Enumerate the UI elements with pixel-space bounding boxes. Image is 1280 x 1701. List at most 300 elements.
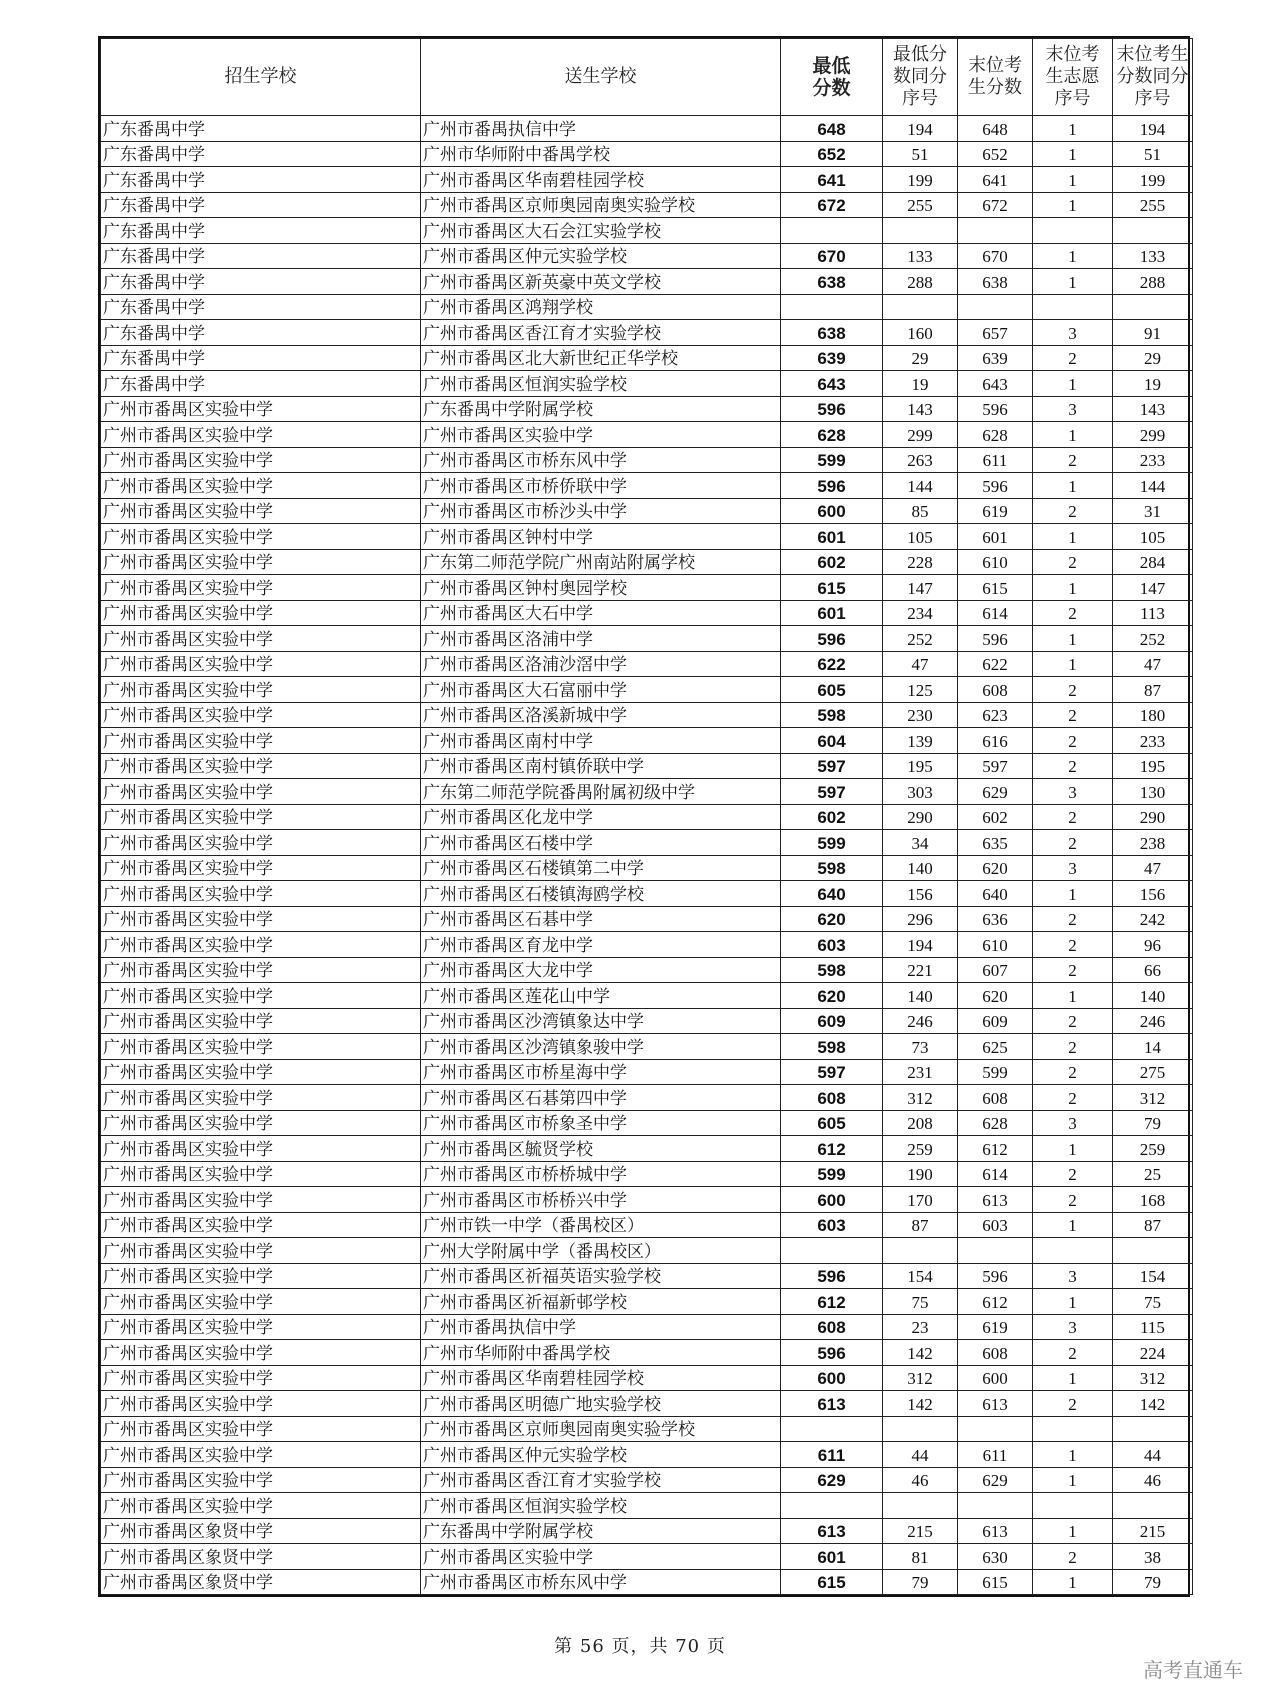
min-score-cell: 605 <box>781 1110 883 1136</box>
min-score-cell: 599 <box>781 447 883 473</box>
recruiting-school-cell: 广州市番禺区实验中学 <box>101 600 421 626</box>
table-row <box>101 498 1193 524</box>
min-score-rank-cell: 263 <box>883 447 958 473</box>
recruiting-school-cell: 广东番禺中学 <box>101 243 421 269</box>
last-score-cell: 614 <box>958 600 1033 626</box>
last-choice-no-cell: 3 <box>1033 1110 1113 1136</box>
min-score-rank-cell: 312 <box>883 1365 958 1391</box>
min-score-cell: 599 <box>781 1161 883 1187</box>
last-score-cell: 648 <box>958 116 1033 142</box>
sending-school-cell: 广州市番禺区化龙中学 <box>421 804 781 830</box>
min-score-cell <box>781 1416 883 1442</box>
sending-school-cell: 广东第二师范学院广州南站附属学校 <box>421 549 781 575</box>
min-score-rank-cell: 105 <box>883 524 958 550</box>
recruiting-school-cell: 广东番禺中学 <box>101 371 421 397</box>
table-row <box>101 1008 1193 1034</box>
table-row <box>101 677 1193 703</box>
min-score-cell: 640 <box>781 881 883 907</box>
recruiting-school-cell: 广州市番禺区实验中学 <box>101 1391 421 1417</box>
min-score-rank-cell: 142 <box>883 1391 958 1417</box>
table-row <box>101 396 1193 422</box>
last-score-rank-cell: 66 <box>1113 957 1193 983</box>
last-choice-no-cell: 2 <box>1033 957 1113 983</box>
min-score-cell: 596 <box>781 1340 883 1366</box>
min-score-cell: 598 <box>781 702 883 728</box>
admission-score-table-container <box>98 36 1190 1597</box>
sending-school-cell: 广州市番禺区京师奥园南奥实验学校 <box>421 1416 781 1442</box>
sending-school-cell: 广州市番禺区市桥桥兴中学 <box>421 1187 781 1213</box>
last-choice-no-cell: 2 <box>1033 728 1113 754</box>
last-choice-no-cell: 1 <box>1033 473 1113 499</box>
recruiting-school-cell: 广州市番禺区实验中学 <box>101 549 421 575</box>
min-score-rank-cell: 133 <box>883 243 958 269</box>
last-score-rank-cell: 233 <box>1113 447 1193 473</box>
min-score-rank-cell: 139 <box>883 728 958 754</box>
sending-school-cell: 广州市番禺区石碁第四中学 <box>421 1085 781 1111</box>
table-row <box>101 1340 1193 1366</box>
last-score-cell: 629 <box>958 779 1033 805</box>
last-score-cell: 652 <box>958 141 1033 167</box>
last-score-cell: 620 <box>958 983 1033 1009</box>
last-choice-no-cell: 2 <box>1033 1085 1113 1111</box>
last-choice-no-cell: 1 <box>1033 141 1113 167</box>
min-score-rank-cell: 230 <box>883 702 958 728</box>
last-score-rank-cell <box>1113 1493 1193 1519</box>
last-score-rank-cell <box>1113 1416 1193 1442</box>
min-score-cell: 600 <box>781 498 883 524</box>
last-choice-no-cell: 2 <box>1033 1034 1113 1060</box>
last-score-cell: 640 <box>958 881 1033 907</box>
min-score-cell: 598 <box>781 1034 883 1060</box>
last-score-rank-cell: 195 <box>1113 753 1193 779</box>
last-score-rank-cell: 14 <box>1113 1034 1193 1060</box>
recruiting-school-cell: 广东番禺中学 <box>101 116 421 142</box>
sending-school-cell: 广州市番禺区仲元实验学校 <box>421 1442 781 1468</box>
last-choice-no-cell: 1 <box>1033 1518 1113 1544</box>
table-row <box>101 728 1193 754</box>
sending-school-cell: 广州市番禺区市桥沙头中学 <box>421 498 781 524</box>
header-line: 末位考生 <box>1116 44 1189 65</box>
min-score-cell: 643 <box>781 371 883 397</box>
min-score-rank-cell <box>883 1238 958 1264</box>
last-score-cell: 613 <box>958 1187 1033 1213</box>
recruiting-school-cell: 广州市番禺区实验中学 <box>101 830 421 856</box>
recruiting-school-cell: 广州市番禺区实验中学 <box>101 881 421 907</box>
last-score-rank-cell: 142 <box>1113 1391 1193 1417</box>
last-score-rank-cell: 79 <box>1113 1110 1193 1136</box>
sending-school-cell: 广州市番禺区华南碧桂园学校 <box>421 167 781 193</box>
min-score-cell <box>781 294 883 320</box>
min-score-cell: 638 <box>781 269 883 295</box>
min-score-rank-cell: 154 <box>883 1263 958 1289</box>
recruiting-school-cell: 广州市番禺区实验中学 <box>101 447 421 473</box>
header-line: 序号 <box>1054 88 1091 109</box>
sending-school-cell: 广州市番禺区沙湾镇象骏中学 <box>421 1034 781 1060</box>
header-line: 最低分 <box>893 44 947 65</box>
min-score-cell: 620 <box>781 983 883 1009</box>
recruiting-school-cell: 广州市番禺区实验中学 <box>101 1467 421 1493</box>
min-score-rank-cell: 190 <box>883 1161 958 1187</box>
last-score-cell: 611 <box>958 1442 1033 1468</box>
recruiting-school-cell: 广州市番禺区实验中学 <box>101 575 421 601</box>
table-row <box>101 779 1193 805</box>
recruiting-school-cell: 广州市番禺区实验中学 <box>101 779 421 805</box>
last-choice-no-cell: 2 <box>1033 447 1113 473</box>
min-score-rank-cell: 19 <box>883 371 958 397</box>
recruiting-school-cell: 广州市番禺区象贤中学 <box>101 1544 421 1570</box>
table-row <box>101 1518 1193 1544</box>
table-row <box>101 855 1193 881</box>
recruiting-school-cell: 广州市番禺区实验中学 <box>101 1059 421 1085</box>
last-score-rank-cell: 299 <box>1113 422 1193 448</box>
min-score-rank-cell: 143 <box>883 396 958 422</box>
last-score-rank-cell: 44 <box>1113 1442 1193 1468</box>
table-row <box>101 881 1193 907</box>
min-score-cell: 601 <box>781 524 883 550</box>
header-line: 送生学校 <box>564 66 637 87</box>
recruiting-school-cell: 广州市番禺区实验中学 <box>101 1416 421 1442</box>
last-score-rank-cell: 224 <box>1113 1340 1193 1366</box>
recruiting-school-cell: 广州市番禺区实验中学 <box>101 1238 421 1264</box>
last-choice-no-cell: 2 <box>1033 549 1113 575</box>
last-score-rank-cell: 133 <box>1113 243 1193 269</box>
sending-school-cell: 广州市番禺区大石富丽中学 <box>421 677 781 703</box>
last-score-rank-cell: 275 <box>1113 1059 1193 1085</box>
last-choice-no-cell: 1 <box>1033 1442 1113 1468</box>
sending-school-cell: 广州市番禺区钟村奥园学校 <box>421 575 781 601</box>
sending-school-cell: 广州市番禺区新英豪中英文学校 <box>421 269 781 295</box>
sending-school-cell: 广州市番禺区洛浦中学 <box>421 626 781 652</box>
table-row <box>101 243 1193 269</box>
recruiting-school-cell: 广州市番禺区实验中学 <box>101 1289 421 1315</box>
last-choice-no-cell: 1 <box>1033 1212 1113 1238</box>
min-score-cell: 615 <box>781 1569 883 1595</box>
last-choice-no-cell: 3 <box>1033 320 1113 346</box>
header-line: 末位考 <box>1045 44 1100 65</box>
recruiting-school-cell: 广州市番禺区实验中学 <box>101 804 421 830</box>
header-line: 生志愿 <box>1045 66 1100 87</box>
sending-school-cell: 广州市番禺区恒润实验学校 <box>421 1493 781 1519</box>
last-choice-no-cell: 1 <box>1033 167 1113 193</box>
header-line: 分数同分 <box>1116 66 1189 87</box>
last-score-rank-cell: 147 <box>1113 575 1193 601</box>
last-score-cell: 623 <box>958 702 1033 728</box>
last-score-cell: 607 <box>958 957 1033 983</box>
last-score-rank-cell: 255 <box>1113 192 1193 218</box>
table-row <box>101 753 1193 779</box>
min-score-rank-cell: 288 <box>883 269 958 295</box>
last-score-cell: 612 <box>958 1289 1033 1315</box>
last-score-cell: 622 <box>958 651 1033 677</box>
last-score-rank-cell: 194 <box>1113 116 1193 142</box>
table-row <box>101 600 1193 626</box>
min-score-cell: 598 <box>781 855 883 881</box>
last-score-rank-cell <box>1113 1238 1193 1264</box>
table-row <box>101 1544 1193 1570</box>
recruiting-school-cell: 广东番禺中学 <box>101 167 421 193</box>
last-score-cell: 596 <box>958 473 1033 499</box>
min-score-rank-cell: 299 <box>883 422 958 448</box>
last-score-rank-cell: 115 <box>1113 1314 1193 1340</box>
table-row <box>101 957 1193 983</box>
last-choice-no-cell: 1 <box>1033 192 1113 218</box>
last-choice-no-cell: 1 <box>1033 243 1113 269</box>
last-choice-no-cell: 1 <box>1033 269 1113 295</box>
page-number: 第 56 页，共 70 页 <box>554 1636 726 1657</box>
recruiting-school-cell: 广州市番禺区实验中学 <box>101 1161 421 1187</box>
last-choice-no-cell: 2 <box>1033 498 1113 524</box>
min-score-cell: 603 <box>781 1212 883 1238</box>
min-score-cell: 604 <box>781 728 883 754</box>
last-choice-no-cell: 2 <box>1033 1008 1113 1034</box>
min-score-rank-cell <box>883 218 958 244</box>
last-score-rank-cell: 140 <box>1113 983 1193 1009</box>
min-score-cell: 596 <box>781 1263 883 1289</box>
table-row <box>101 371 1193 397</box>
table-row <box>101 422 1193 448</box>
min-score-rank-cell: 140 <box>883 983 958 1009</box>
last-choice-no-cell: 1 <box>1033 422 1113 448</box>
min-score-cell: 601 <box>781 1544 883 1570</box>
sending-school-cell: 广东番禺中学附属学校 <box>421 396 781 422</box>
recruiting-school-cell: 广州市番禺区实验中学 <box>101 1493 421 1519</box>
last-score-cell: 600 <box>958 1365 1033 1391</box>
sending-school-cell: 广州市番禺区香江育才实验学校 <box>421 1467 781 1493</box>
last-choice-no-cell: 2 <box>1033 804 1113 830</box>
last-score-cell: 672 <box>958 192 1033 218</box>
table-row <box>101 1391 1193 1417</box>
min-score-cell: 599 <box>781 830 883 856</box>
last-score-cell <box>958 1238 1033 1264</box>
recruiting-school-cell: 广州市番禺区实验中学 <box>101 1263 421 1289</box>
table-row <box>101 116 1193 142</box>
min-score-rank-cell: 194 <box>883 116 958 142</box>
sending-school-cell: 广东番禺中学附属学校 <box>421 1518 781 1544</box>
table-row <box>101 702 1193 728</box>
last-score-cell: 614 <box>958 1161 1033 1187</box>
sending-school-cell: 广州市番禺区大龙中学 <box>421 957 781 983</box>
recruiting-school-cell: 广州市番禺区实验中学 <box>101 524 421 550</box>
last-choice-no-cell: 2 <box>1033 1391 1113 1417</box>
last-score-rank-cell: 75 <box>1113 1289 1193 1315</box>
recruiting-school-cell: 广州市番禺区实验中学 <box>101 473 421 499</box>
last-choice-no-cell <box>1033 1493 1113 1519</box>
min-score-rank-cell: 156 <box>883 881 958 907</box>
min-score-rank-cell: 142 <box>883 1340 958 1366</box>
min-score-cell: 600 <box>781 1365 883 1391</box>
sending-school-cell: 广州市番禺区市桥象圣中学 <box>421 1110 781 1136</box>
last-score-cell: 619 <box>958 1314 1033 1340</box>
table-row <box>101 345 1193 371</box>
recruiting-school-cell: 广东番禺中学 <box>101 218 421 244</box>
min-score-rank-cell: 75 <box>883 1289 958 1315</box>
min-score-cell: 601 <box>781 600 883 626</box>
table-body <box>101 116 1193 1595</box>
recruiting-school-cell: 广东番禺中学 <box>101 345 421 371</box>
recruiting-school-cell: 广州市番禺区象贤中学 <box>101 1518 421 1544</box>
min-score-cell: 648 <box>781 116 883 142</box>
min-score-cell: 609 <box>781 1008 883 1034</box>
min-score-cell: 608 <box>781 1085 883 1111</box>
last-score-cell: 597 <box>958 753 1033 779</box>
last-choice-no-cell: 1 <box>1033 575 1113 601</box>
min-score-cell: 615 <box>781 575 883 601</box>
last-score-rank-cell: 96 <box>1113 932 1193 958</box>
sending-school-cell: 广州市番禺区华南碧桂园学校 <box>421 1365 781 1391</box>
header-last-score <box>958 39 1033 116</box>
sending-school-cell: 广州市番禺执信中学 <box>421 1314 781 1340</box>
header-min-score-rank <box>883 39 958 116</box>
last-score-rank-cell: 91 <box>1113 320 1193 346</box>
sending-school-cell: 广州市番禺区市桥东风中学 <box>421 447 781 473</box>
recruiting-school-cell: 广州市番禺区实验中学 <box>101 1365 421 1391</box>
recruiting-school-cell: 广州市番禺区实验中学 <box>101 1085 421 1111</box>
header-last-choice-no <box>1033 39 1113 116</box>
sending-school-cell: 广州市番禺区市桥侨联中学 <box>421 473 781 499</box>
last-choice-no-cell: 2 <box>1033 932 1113 958</box>
last-score-cell: 602 <box>958 804 1033 830</box>
sending-school-cell: 广州市番禺区钟村中学 <box>421 524 781 550</box>
admission-score-table <box>100 38 1193 1595</box>
last-score-cell: 601 <box>958 524 1033 550</box>
min-score-cell: 629 <box>781 1467 883 1493</box>
last-score-rank-cell: 144 <box>1113 473 1193 499</box>
table-row <box>101 549 1193 575</box>
last-score-rank-cell: 46 <box>1113 1467 1193 1493</box>
sending-school-cell: 广州市番禺区毓贤学校 <box>421 1136 781 1162</box>
table-row <box>101 320 1193 346</box>
last-choice-no-cell: 2 <box>1033 1059 1113 1085</box>
min-score-cell: 597 <box>781 753 883 779</box>
min-score-rank-cell: 195 <box>883 753 958 779</box>
min-score-cell: 600 <box>781 1187 883 1213</box>
recruiting-school-cell: 广州市番禺区实验中学 <box>101 753 421 779</box>
header-line: 数同分 <box>893 66 947 87</box>
last-score-cell: 613 <box>958 1391 1033 1417</box>
table-row <box>101 473 1193 499</box>
last-score-cell: 643 <box>958 371 1033 397</box>
sending-school-cell: 广州市番禺区石碁中学 <box>421 906 781 932</box>
recruiting-school-cell: 广州市番禺区实验中学 <box>101 932 421 958</box>
recruiting-school-cell: 广州市番禺区象贤中学 <box>101 1569 421 1595</box>
last-score-rank-cell: 79 <box>1113 1569 1193 1595</box>
last-score-rank-cell: 51 <box>1113 141 1193 167</box>
last-score-rank-cell: 105 <box>1113 524 1193 550</box>
last-choice-no-cell: 2 <box>1033 906 1113 932</box>
min-score-rank-cell: 51 <box>883 141 958 167</box>
min-score-cell: 608 <box>781 1314 883 1340</box>
table-row <box>101 1314 1193 1340</box>
min-score-cell: 596 <box>781 473 883 499</box>
sending-school-cell: 广州市番禺区市桥桥城中学 <box>421 1161 781 1187</box>
table-row <box>101 575 1193 601</box>
header-last-score-rank <box>1113 39 1193 116</box>
min-score-rank-cell: 252 <box>883 626 958 652</box>
last-choice-no-cell: 3 <box>1033 1263 1113 1289</box>
min-score-rank-cell: 255 <box>883 192 958 218</box>
last-score-cell: 638 <box>958 269 1033 295</box>
last-score-rank-cell: 215 <box>1113 1518 1193 1544</box>
last-score-rank-cell: 29 <box>1113 345 1193 371</box>
last-score-rank-cell: 238 <box>1113 830 1193 856</box>
last-score-rank-cell: 242 <box>1113 906 1193 932</box>
last-choice-no-cell: 2 <box>1033 677 1113 703</box>
sending-school-cell: 广州市番禺区祈福新邨学校 <box>421 1289 781 1315</box>
min-score-rank-cell: 23 <box>883 1314 958 1340</box>
header-line: 分数 <box>812 77 851 99</box>
table-row <box>101 1263 1193 1289</box>
last-choice-no-cell <box>1033 294 1113 320</box>
last-score-cell: 630 <box>958 1544 1033 1570</box>
min-score-rank-cell: 144 <box>883 473 958 499</box>
last-score-cell: 608 <box>958 1085 1033 1111</box>
last-choice-no-cell <box>1033 218 1113 244</box>
last-score-rank-cell: 312 <box>1113 1365 1193 1391</box>
recruiting-school-cell: 广州市番禺区实验中学 <box>101 1187 421 1213</box>
last-score-rank-cell: 38 <box>1113 1544 1193 1570</box>
min-score-rank-cell: 34 <box>883 830 958 856</box>
min-score-rank-cell: 73 <box>883 1034 958 1060</box>
sending-school-cell: 广州市番禺区大石中学 <box>421 600 781 626</box>
min-score-rank-cell: 296 <box>883 906 958 932</box>
last-score-cell: 596 <box>958 396 1033 422</box>
sending-school-cell: 广州市番禺区市桥东风中学 <box>421 1569 781 1595</box>
table-row <box>101 294 1193 320</box>
recruiting-school-cell: 广东番禺中学 <box>101 192 421 218</box>
sending-school-cell: 广州市番禺区大石会江实验学校 <box>421 218 781 244</box>
min-score-cell: 620 <box>781 906 883 932</box>
last-score-rank-cell: 47 <box>1113 651 1193 677</box>
last-score-cell: 619 <box>958 498 1033 524</box>
last-score-cell <box>958 218 1033 244</box>
recruiting-school-cell: 广州市番禺区实验中学 <box>101 677 421 703</box>
min-score-rank-cell: 234 <box>883 600 958 626</box>
sending-school-cell: 广州市番禺区恒润实验学校 <box>421 371 781 397</box>
header-line: 序号 <box>1134 88 1171 109</box>
min-score-cell: 596 <box>781 626 883 652</box>
recruiting-school-cell: 广州市番禺区实验中学 <box>101 1314 421 1340</box>
last-score-cell: 615 <box>958 575 1033 601</box>
min-score-cell: 612 <box>781 1136 883 1162</box>
last-score-rank-cell: 259 <box>1113 1136 1193 1162</box>
sending-school-cell: 广州市华师附中番禺学校 <box>421 141 781 167</box>
table-row <box>101 1110 1193 1136</box>
table-row <box>101 1569 1193 1595</box>
last-choice-no-cell <box>1033 1238 1113 1264</box>
last-score-rank-cell: 113 <box>1113 600 1193 626</box>
sending-school-cell: 广州市番禺区石楼镇第二中学 <box>421 855 781 881</box>
last-score-cell: 629 <box>958 1467 1033 1493</box>
min-score-cell: 672 <box>781 192 883 218</box>
table-row <box>101 1034 1193 1060</box>
sending-school-cell: 广州市番禺区南村中学 <box>421 728 781 754</box>
last-score-cell: 596 <box>958 1263 1033 1289</box>
min-score-rank-cell: 81 <box>883 1544 958 1570</box>
header-recruiting-school <box>101 39 421 116</box>
min-score-rank-cell: 215 <box>883 1518 958 1544</box>
last-score-rank-cell: 156 <box>1113 881 1193 907</box>
last-score-cell: 599 <box>958 1059 1033 1085</box>
recruiting-school-cell: 广东番禺中学 <box>101 141 421 167</box>
last-score-rank-cell: 252 <box>1113 626 1193 652</box>
last-choice-no-cell: 1 <box>1033 881 1113 907</box>
min-score-cell: 605 <box>781 677 883 703</box>
last-score-cell: 620 <box>958 855 1033 881</box>
last-choice-no-cell: 3 <box>1033 779 1113 805</box>
last-score-rank-cell: 312 <box>1113 1085 1193 1111</box>
last-score-cell: 628 <box>958 422 1033 448</box>
last-choice-no-cell: 1 <box>1033 1365 1113 1391</box>
